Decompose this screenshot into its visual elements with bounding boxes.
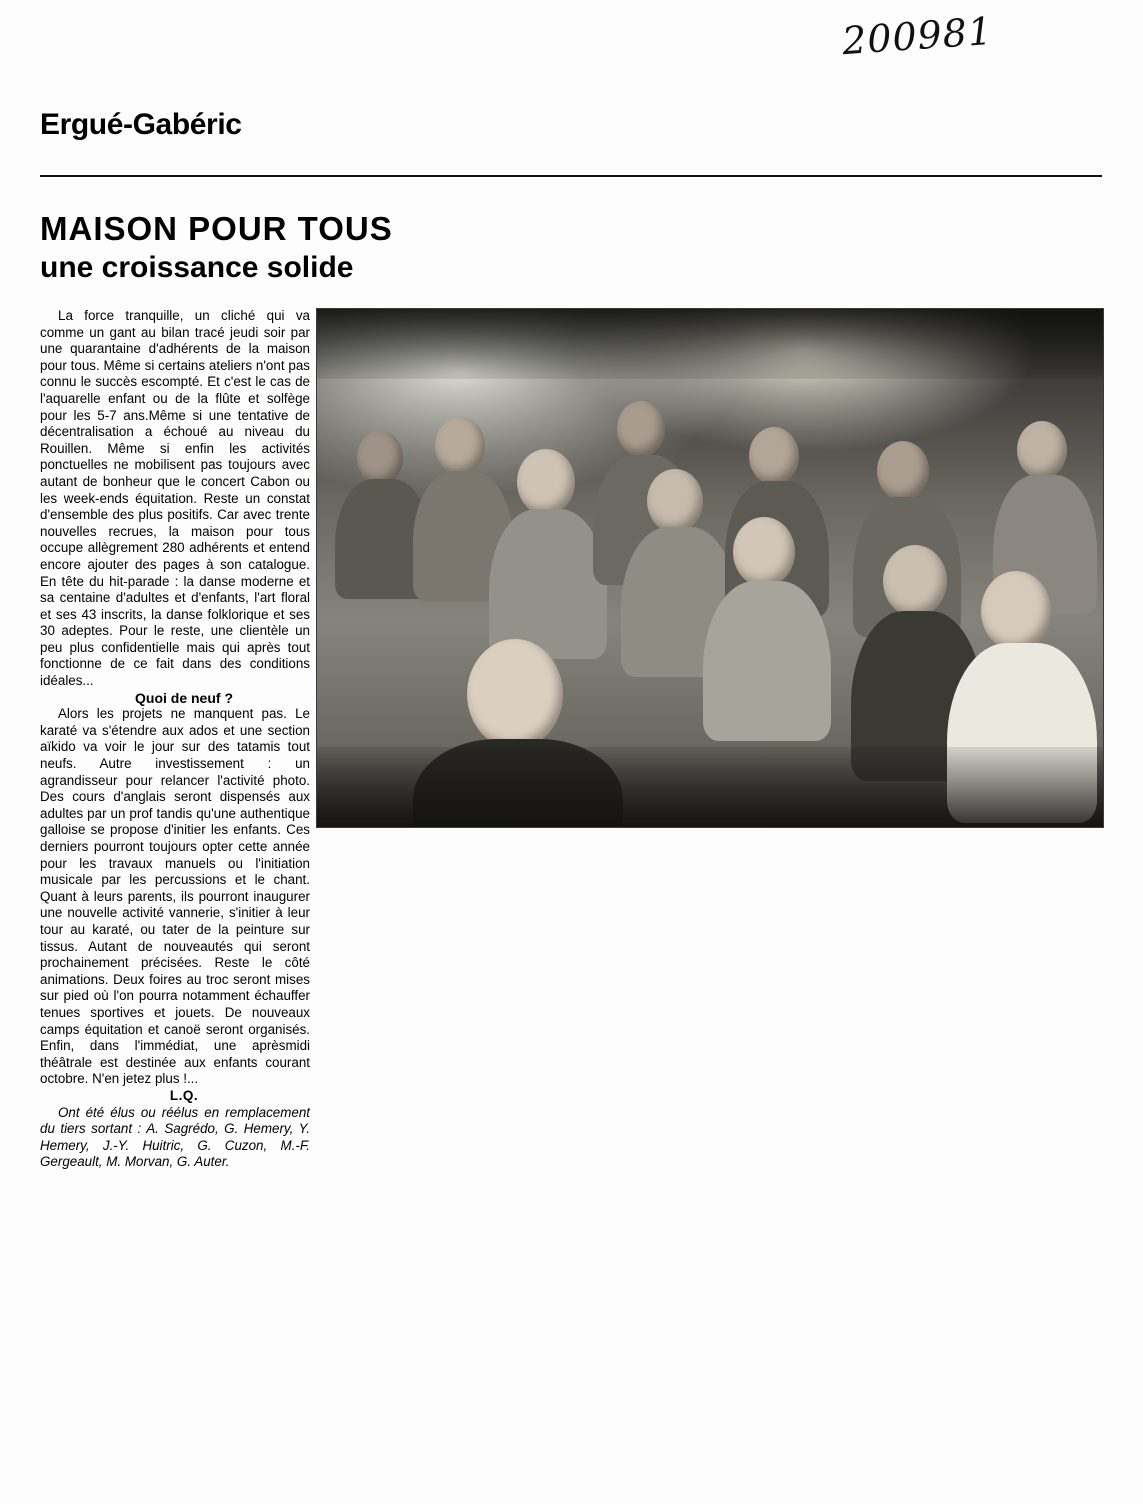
header-divider — [40, 175, 1102, 177]
article-closing-note: Ont été élus ou réélus en remplacement du tiers sortant : A. Sagrédo, G. Hemery, Y. Hemery, J.-Y. Huitric, G. Cuzon, M.-F. Gergeault, M. Morvan, G. Auter. — [40, 1104, 310, 1170]
article-paragraph-2: Alors les projets ne manquent pas. Le karaté va s'étendre aux ados et une section aïkido va voir le jour sur des tatamis tout neufs. Autre investissement : un agrandisseur pour relancer l'activité photo. Des cours d'anglais seront dispensés aux adultes par un prof tandis qu'une authentique galloise se propose d'initier les enfants. Ces derniers pourront toujours opter cette année pour les travaux manuels ou l'initiation musicale par les percussions et le chant. Quant à leurs parents, ils pourront inaugurer une nouvelle activité vannerie, s'initier à leur tour au karaté, ou tater de la peinture sur tissus. Autant de nouveautés qui seront prochainement précisées. Reste le côté animations. Deux foires au troc seront mises sur pied où l'on pourra notamment échauffer tenues sportives et jouets. De nouveaux camps équitation et canoë seront organisés. Enfin, dans l'immédiat, une aprèsmidi théâtrale est destinée aux enfants courant octobre. N'en jetez plus !... — [40, 706, 310, 1087]
commune-title: Ergué-Gabéric — [40, 108, 242, 141]
archive-number-handwritten: 200981 — [840, 8, 995, 64]
article-subheading: Quoi de neuf ? — [135, 689, 233, 706]
article-photo — [316, 308, 1104, 828]
photo-image — [317, 309, 1103, 827]
headline-line-1: MAISON POUR TOUS — [40, 210, 393, 247]
headline-line-2: une croissance solide — [40, 250, 354, 284]
article-headline — [40, 210, 600, 286]
article-signature: L.Q. — [169, 1087, 199, 1103]
article-paragraph-1: La force tranquille, un cliché qui va comme un gant au bilan tracé jeudi soir par une quarantaine d'adhérents de la maison pour tous. Même si certains ateliers n'ont pas connu le succès escompté. Et c'est le cas de l'aquarelle enfant ou de la flûte et solfège pour les 5-7 ans.Même si une tentative de décentralisation a échoué au niveau du Rouillen. Même si enfin les activités ponctuelles ne mobilisent pas toujours avec autant de bonheur que le concert Cabon ou les week-ends équitation. Reste un constat d'ensemble des plus positifs. Car avec trente nouvelles recrues, la maison pour tous occupe allègrement 280 adhérents et entend encore ajouter des pages à son catalogue. En tête du hit-parade : la danse moderne et sa centaine d'adultes et d'enfants, l'art floral et ses 43 inscrits, la danse folklorique et ses 30 adeptes. Pour le reste, une clientèle un peu plus confidentielle mais qui après tout fonctionne de ce fait dans des conditions idéales... — [40, 308, 310, 689]
article-body-column — [40, 308, 310, 1171]
